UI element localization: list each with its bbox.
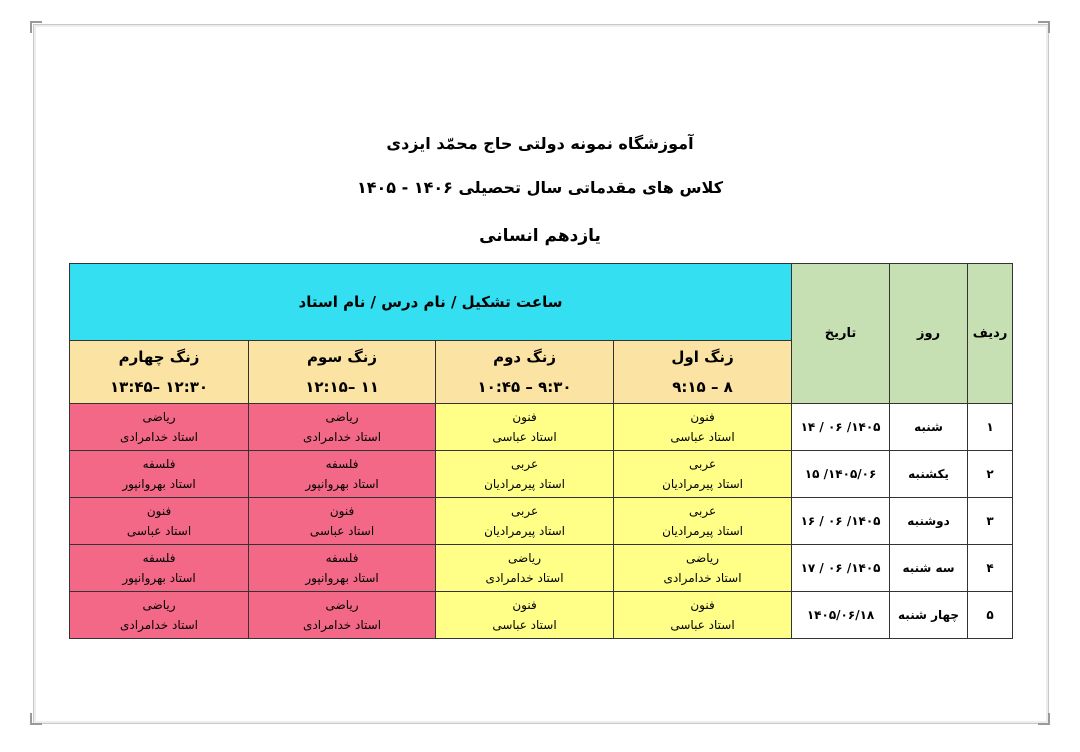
- teacher: استاد بهروانپور: [122, 571, 196, 585]
- subject: عربی: [688, 504, 717, 518]
- bell-time: ۱۱ –۱۲:۱۵: [305, 378, 379, 396]
- class-cell: [70, 404, 249, 451]
- bell-name: زنگ دوم: [493, 348, 556, 366]
- subject: ریاضی: [142, 598, 176, 612]
- teacher: استاد بهروانپور: [305, 571, 379, 585]
- teacher: استاد عباسی: [492, 430, 557, 444]
- row-number: ۵: [968, 592, 1013, 639]
- row-number: ۴: [968, 545, 1013, 592]
- class-cell: [436, 404, 614, 451]
- table-row: [70, 451, 1013, 498]
- subject: فنون: [512, 598, 537, 612]
- row-day: چهار شنبه: [890, 592, 968, 639]
- teacher: استاد عباسی: [670, 618, 735, 632]
- bell-name: زنگ چهارم: [118, 348, 200, 366]
- teacher: استاد خدامرادی: [303, 618, 382, 632]
- bell-header-4: [70, 341, 249, 404]
- bell-name: زنگ اول: [671, 348, 734, 366]
- teacher: استاد خدامرادی: [120, 618, 199, 632]
- row-date: ۱۴۰۵/۰۶/۱۸: [792, 592, 890, 639]
- row-day: سه شنبه: [890, 545, 968, 592]
- class-cell: [70, 451, 249, 498]
- bell-name: زنگ سوم: [307, 348, 378, 366]
- subject: فلسفه: [325, 551, 359, 565]
- bell-time: ۹:۳۰ – ۱۰:۴۵: [477, 378, 572, 396]
- class-cell: [614, 451, 792, 498]
- row-day: دوشنبه: [890, 498, 968, 545]
- class-cell: [249, 451, 436, 498]
- subject: ریاضی: [325, 410, 359, 424]
- class-cell: [436, 592, 614, 639]
- header-row: [70, 264, 1013, 341]
- class-cell: [614, 498, 792, 545]
- subject: فلسفه: [142, 551, 176, 565]
- column-header-date: تاریخ: [792, 264, 890, 404]
- teacher: استاد عباسی: [309, 524, 375, 538]
- frame-corner: [30, 21, 42, 33]
- subject: عربی: [510, 504, 539, 518]
- subject: ریاضی: [686, 551, 720, 565]
- teacher: استاد پیرمرادیان: [662, 477, 744, 491]
- row-day: شنبه: [890, 404, 968, 451]
- bell-time: ۸ – ۹:۱۵: [672, 378, 733, 396]
- class-cell: [249, 545, 436, 592]
- row-date: ۱۴۰۵/ ۰۶ / ۱۴: [792, 404, 890, 451]
- subject: ریاضی: [325, 598, 359, 612]
- teacher: استاد بهروانپور: [305, 477, 379, 491]
- teacher: استاد عباسی: [670, 430, 735, 444]
- teacher: استاد پیرمرادیان: [484, 477, 566, 491]
- row-number: ۱: [968, 404, 1013, 451]
- school-name: آموزشگاه نمونه دولتی حاج محمّد ایزدی: [386, 134, 694, 153]
- class-cell: [70, 498, 249, 545]
- column-header-row: ردیف: [968, 264, 1013, 404]
- class-cell: [436, 451, 614, 498]
- bell-time: ۱۲:۳۰ –۱۳:۴۵: [110, 378, 209, 396]
- table-row: [70, 498, 1013, 545]
- grade-label: یازدهم انسانی: [479, 226, 601, 246]
- teacher: استاد خدامرادی: [485, 571, 564, 585]
- subject: فنون: [329, 504, 355, 518]
- bell-header-2: [436, 341, 614, 404]
- row-number: ۲: [968, 451, 1013, 498]
- frame-corner: [1038, 21, 1050, 33]
- class-cell: [436, 545, 614, 592]
- subject: فنون: [690, 410, 715, 424]
- subject: فنون: [690, 598, 715, 612]
- class-cell: [249, 498, 436, 545]
- table-row: [70, 404, 1013, 451]
- row-date: ۱۴۰۵/ ۰۶ / ۱۶: [792, 498, 890, 545]
- row-number: ۳: [968, 498, 1013, 545]
- subject: ریاضی: [142, 410, 176, 424]
- subject: فلسفه: [142, 457, 176, 471]
- class-cell: [70, 545, 249, 592]
- table-row: [70, 545, 1013, 592]
- bell-header-1: [614, 341, 792, 404]
- teacher: استاد عباسی: [126, 524, 192, 538]
- subject: عربی: [688, 457, 717, 471]
- subject: فنون: [512, 410, 537, 424]
- table-row: [70, 592, 1013, 639]
- column-header-day: روز: [890, 264, 968, 404]
- teacher: استاد عباسی: [492, 618, 557, 632]
- class-cell: [249, 592, 436, 639]
- class-cell: [70, 592, 249, 639]
- teacher: استاد خدامرادی: [303, 430, 382, 444]
- subject: ریاضی: [508, 551, 542, 565]
- teacher: استاد خدامرادی: [663, 571, 742, 585]
- row-date: ۱۴۰۵/ ۰۶ / ۱۷: [792, 545, 890, 592]
- teacher: استاد خدامرادی: [120, 430, 199, 444]
- class-cell: [436, 498, 614, 545]
- subject: عربی: [510, 457, 539, 471]
- row-day: یکشنبه: [890, 451, 968, 498]
- class-cell: [614, 404, 792, 451]
- teacher: استاد بهروانپور: [122, 477, 196, 491]
- document-title: کلاس های مقدماتی سال تحصیلی ۱۴۰۶ - ۱۴۰۵: [356, 178, 723, 197]
- class-cell: [614, 592, 792, 639]
- teacher: استاد پیرمرادیان: [484, 524, 566, 538]
- group-header: ساعت تشکیل / نام درس / نام استاد: [70, 264, 792, 341]
- frame-corner: [30, 713, 42, 725]
- class-cell: [249, 404, 436, 451]
- row-date: ۱۴۰۵/۰۶/ ۱۵: [792, 451, 890, 498]
- bell-header-3: [249, 341, 436, 404]
- teacher: استاد پیرمرادیان: [662, 524, 744, 538]
- subject: فنون: [146, 504, 172, 518]
- subject: فلسفه: [325, 457, 359, 471]
- class-cell: [614, 545, 792, 592]
- schedule-table: [69, 263, 1013, 639]
- frame-corner: [1038, 713, 1050, 725]
